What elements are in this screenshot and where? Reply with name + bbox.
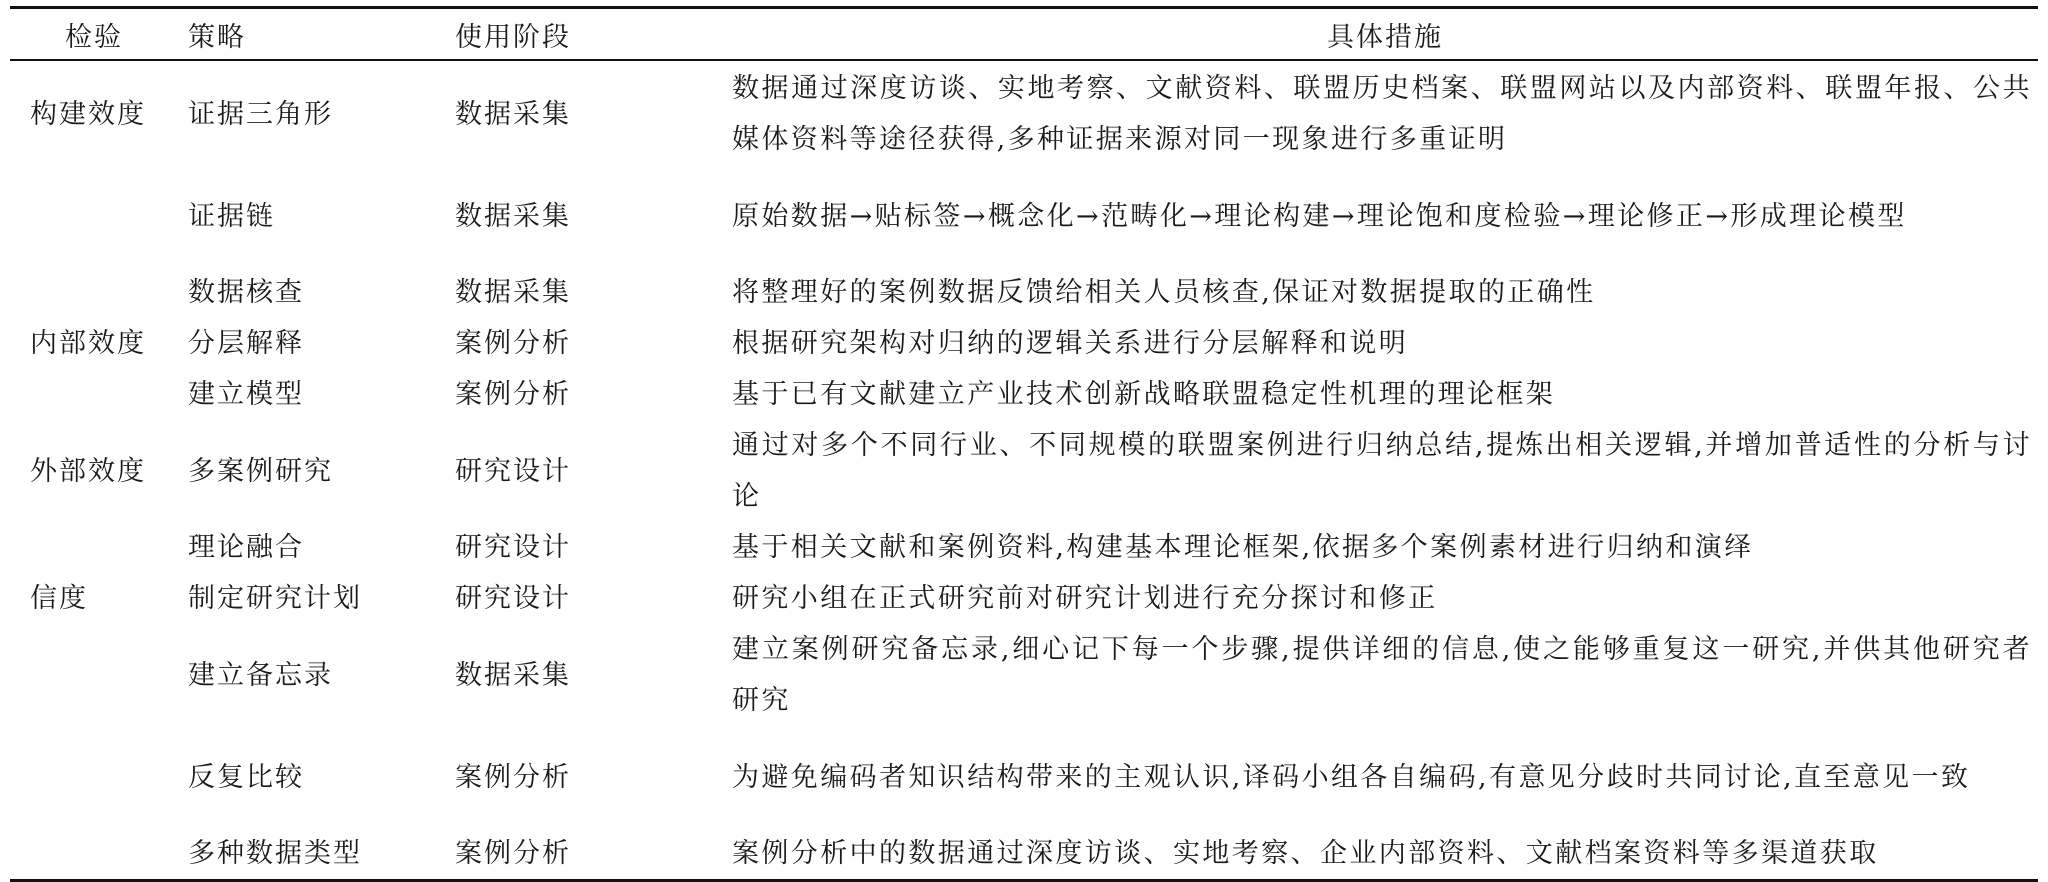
measure-cell: 将整理好的案例数据反馈给相关人员核查,保证对数据提取的正确性 [732, 277, 1596, 308]
validity-table-container [10, 6, 2038, 882]
check-cell: 信度 [30, 583, 88, 614]
check-cell: 外部效度 [30, 455, 146, 487]
strategy-cell: 多案例研究 [188, 455, 333, 487]
strategy-cell: 证据链 [188, 200, 275, 232]
check-cell [10, 267, 188, 318]
stage-cell: 数据采集 [455, 277, 571, 308]
table-row [10, 267, 2038, 318]
table-row [10, 60, 2038, 165]
measure-cell: 建立案例研究备忘录,细心记下每一个步骤,提供详细的信息,使之能够重复这一研究,并供其他研究者研究 [732, 634, 2032, 716]
table-row [10, 726, 2038, 828]
table-row [10, 165, 2038, 267]
measure-cell: 基于相关文献和案例资料,构建基本理论框架,依据多个案例素材进行归纳和演绎 [732, 532, 1754, 563]
measure-cell: 数据通过深度访谈、实地考察、文献资料、联盟历史档案、联盟网站以及内部资料、联盟年报、公共媒体资料等途径获得,多种证据来源对同一现象进行多重证明 [732, 73, 2032, 155]
check-cell [10, 522, 188, 573]
strategy-cell: 分层解释 [188, 328, 304, 359]
stage-cell: 案例分析 [455, 761, 571, 793]
stage-cell: 数据采集 [455, 659, 571, 691]
strategy-cell: 数据核查 [188, 277, 304, 308]
check-cell [10, 828, 188, 881]
measure-cell: 原始数据→贴标签→概念化→范畴化→理论构建→理论饱和度检验→理论修正→形成理论模型 [732, 200, 1907, 232]
check-cell [10, 726, 188, 828]
stage-cell: 研究设计 [455, 455, 571, 487]
stage-cell: 研究设计 [455, 583, 571, 614]
header-check: 检验 [65, 21, 123, 53]
measure-cell: 通过对多个不同行业、不同规模的联盟案例进行归纳总结,提炼出相关逻辑,并增加普适性的分析与讨论 [732, 430, 2032, 512]
stage-cell: 案例分析 [455, 379, 571, 410]
check-cell [10, 369, 188, 420]
measure-cell: 案例分析中的数据通过深度访谈、实地考察、企业内部资料、文献档案资料等多渠道获取 [732, 838, 1879, 869]
table-row [10, 369, 2038, 420]
validity-table [10, 6, 2038, 882]
stage-cell: 案例分析 [455, 838, 571, 869]
table-row [10, 318, 2038, 369]
check-cell [10, 624, 188, 726]
table-row [10, 828, 2038, 881]
strategy-cell: 多种数据类型 [188, 838, 362, 869]
header-measure: 具体措施 [1327, 21, 1443, 53]
strategy-cell: 理论融合 [188, 532, 304, 563]
table-row [10, 420, 2038, 522]
table-row [10, 573, 2038, 624]
strategy-cell: 建立模型 [188, 379, 304, 410]
table-header-row [10, 8, 2038, 61]
strategy-cell: 制定研究计划 [188, 583, 362, 614]
measure-cell: 研究小组在正式研究前对研究计划进行充分探讨和修正 [732, 583, 1438, 614]
check-cell: 内部效度 [30, 328, 146, 359]
strategy-cell: 证据三角形 [188, 98, 333, 130]
header-stage: 使用阶段 [455, 21, 571, 53]
stage-cell: 数据采集 [455, 98, 571, 130]
measure-cell: 根据研究架构对归纳的逻辑关系进行分层解释和说明 [732, 328, 1409, 359]
stage-cell: 数据采集 [455, 200, 571, 232]
stage-cell: 案例分析 [455, 328, 571, 359]
measure-cell: 基于已有文献建立产业技术创新战略联盟稳定性机理的理论框架 [732, 379, 1556, 410]
stage-cell: 研究设计 [455, 532, 571, 563]
measure-cell: 为避免编码者知识结构带来的主观认识,译码小组各自编码,有意见分歧时共同讨论,直至意见一致 [732, 761, 1971, 793]
check-cell: 构建效度 [30, 98, 146, 130]
check-cell [10, 165, 188, 267]
strategy-cell: 反复比较 [188, 761, 304, 793]
header-strategy: 策略 [188, 21, 246, 53]
table-row [10, 522, 2038, 573]
table-row [10, 624, 2038, 726]
strategy-cell: 建立备忘录 [188, 659, 333, 691]
